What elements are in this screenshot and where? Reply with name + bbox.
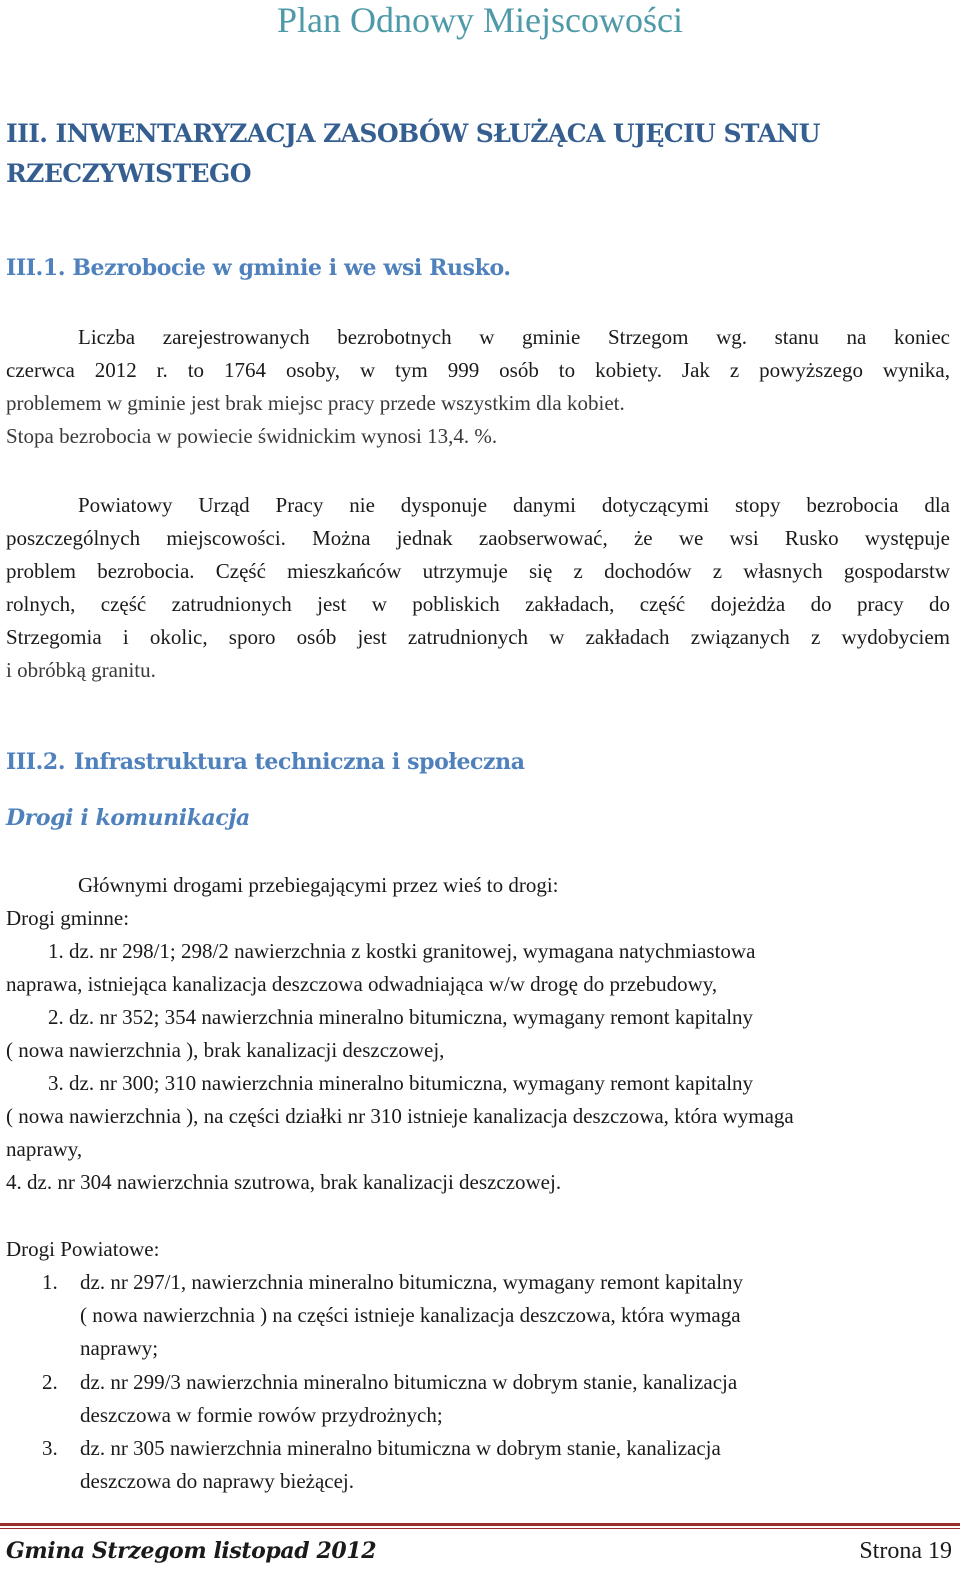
road-item-line: 2. dz. nr 352; 354 nawierzchnia mineralno bitumiczna, wymagany remont kapitalny — [48, 1005, 754, 1029]
road-item-line: naprawa, istniejąca kanalizacja deszczowa odwadniająca w/w drogę do przebudowy, — [6, 972, 718, 996]
para2-line: problem bezrobocia. Część mieszkańców utrzymuje się z dochodów z własnych gospodarstw — [6, 559, 950, 583]
list-item-line: deszczowa w formie rowów przydrożnych; — [80, 1403, 443, 1427]
subsection-title: Infrastruktura techniczna i społeczna — [74, 749, 525, 775]
list-item-line: deszczowa do naprawy bieżącej. — [80, 1469, 355, 1493]
list-number: 3. — [42, 1436, 58, 1460]
road-item-line: 1. dz. nr 298/1; 298/2 nawierzchnia z kostki granitowej, wymagana natychmiastowa — [48, 939, 756, 963]
road-item-line: ( nowa nawierzchnia ), na części działki nr 310 istnieje kanalizacja deszczowa, która wymaga — [6, 1104, 794, 1128]
subsection-heading-infrastructure — [6, 748, 525, 776]
list-item-line: dz. nr 299/3 nawierzchnia mineralno bitumiczna w dobrym stanie, kanalizacja — [80, 1370, 738, 1394]
list-item-line: ( nowa nawierzchnia ) na części istnieje kanalizacja deszczowa, która wymaga — [80, 1303, 741, 1327]
roads-gminne-label: Drogi gminne: — [6, 906, 130, 930]
list-item-line: dz. nr 297/1, nawierzchnia mineralno bitumiczna, wymagany remont kapitalny — [80, 1270, 744, 1294]
page-title: Plan Odnowy Miejscowości — [277, 0, 683, 40]
para1-line: problemem w gminie jest brak miejsc pracy przede wszystkim dla kobiet. — [6, 391, 625, 415]
section-heading-line1: III. INWENTARYZACJA ZASOBÓW SŁUŻĄCA UJĘCIU STANU — [6, 119, 820, 148]
para1-line: Liczba zarejestrowanych bezrobotnych w gminie Strzegom wg. stanu na koniec — [78, 325, 950, 349]
road-item-line: ( nowa nawierzchnia ), brak kanalizacji deszczowej, — [6, 1038, 445, 1062]
para2-line: Powiatowy Urząd Pracy nie dysponuje danymi dotyczącymi stopy bezrobocia dla — [78, 493, 950, 517]
para2-line: i obróbką granitu. — [6, 658, 156, 682]
para1-line: Stopa bezrobocia w powiecie świdnickim wynosi 13,4. %. — [6, 424, 498, 448]
para2-line: Strzegomia i okolic, sporo osób jest zatrudnionych w zakładach związanych z wydobyciem — [6, 625, 950, 649]
road-item-line: 3. dz. nr 300; 310 nawierzchnia mineralno bitumiczna, wymagany remont kapitalny — [48, 1071, 754, 1095]
list-number: 2. — [42, 1370, 58, 1394]
para2-line: poszczególnych miejscowości. Można jednak zaobserwować, że we wsi Rusko występuje — [6, 526, 950, 550]
subheading-roads: Drogi i komunikacja — [6, 805, 250, 831]
road-item-line: 4. dz. nr 304 nawierzchnia szutrowa, brak kanalizacji deszczowej. — [6, 1170, 562, 1194]
subsection-heading-unemployment: III.1. Bezrobocie w gminie i we wsi Rusko. — [6, 255, 511, 281]
roads-intro: Głównymi drogami przebiegającymi przez wieś to drogi: — [78, 873, 559, 897]
subsection-number: III.2. — [6, 749, 66, 775]
list-item-line: dz. nr 305 nawierzchnia mineralno bitumiczna w dobrym stanie, kanalizacja — [80, 1436, 721, 1460]
road-item-line: naprawy, — [6, 1137, 83, 1161]
para2-line: rolnych, część zatrudnionych jest w pobliskich zakładach, część dojeżdża do pracy do — [6, 592, 950, 616]
footer-divider — [0, 1523, 960, 1529]
list-number: 1. — [42, 1270, 58, 1294]
roads-powiatowe-label: Drogi Powiatowe: — [6, 1237, 160, 1261]
para1-line: czerwca 2012 r. to 1764 osoby, w tym 999 osób to kobiety. Jak z powyższego wynika, — [6, 358, 950, 382]
footer-publisher-date: Gmina Strzegom listopad 2012 — [6, 1538, 377, 1564]
section-heading-line2: RZECZYWISTEGO — [6, 159, 251, 188]
page-number: Strona 19 — [859, 1538, 952, 1564]
list-item-line: naprawy; — [80, 1336, 159, 1360]
